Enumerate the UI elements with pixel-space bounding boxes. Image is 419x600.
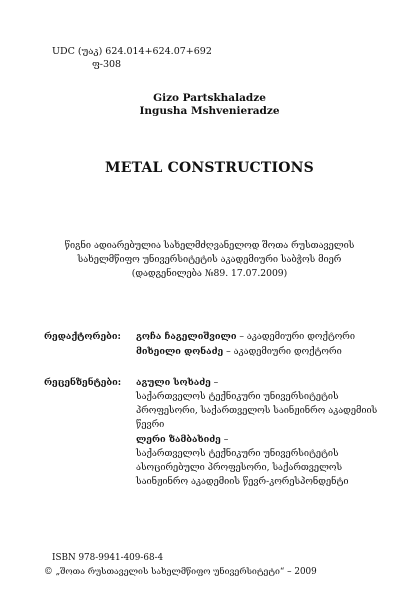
reviewer-name: ლერი ზამბახიძე	[136, 434, 221, 445]
approval-line: წიგნი ადიარებულია სახელმძღვანელოდ შოთა რუსთაველის	[64, 240, 355, 251]
reviewer-entry	[136, 434, 228, 445]
udc-classification: UDC (უაკ) 624.014+624.07+692	[52, 46, 212, 57]
reviewer-dash: –	[220, 434, 229, 445]
reviewer-name: აგული სოხაძე	[136, 377, 211, 388]
reviewer-dash: –	[210, 377, 219, 388]
editor-name: გოჩა ჩაგელიშვილი	[136, 331, 237, 342]
udc-author-mark: ფ-308	[92, 59, 122, 70]
editors-label: რედაქტორები:	[44, 331, 121, 342]
reviewer-affiliation: წევრი	[136, 419, 165, 430]
isbn: ISBN 978-9941-409-68-4	[52, 553, 164, 563]
reviewers-label: რეცენზენტები:	[44, 377, 122, 388]
approval-line: (დადგენილება №89. 17.07.2009)	[131, 268, 288, 279]
copyright-notice: © „შოთა რუსთაველის სახელმწიფო უნივერსიტეტი“ – 2009	[44, 567, 317, 577]
reviewer-affiliation: ასოცირებული პროფესორი, საქართველოს	[136, 462, 343, 473]
reviewer-affiliation: საინჟინრო აკადემიის წევრ-კორესპონდენტი	[136, 476, 349, 487]
editor-name: მიხეილი დონაძე	[136, 346, 224, 357]
reviewer-affiliation: საქართველოს ტექნიკური უნივერსიტეტის	[136, 391, 339, 402]
author-name: Ingusha Mshvenieradze	[139, 105, 280, 117]
reviewer-affiliation: საქართველოს ტექნიკური უნივერსიტეტის	[136, 448, 339, 459]
editor-entry	[136, 346, 342, 357]
author-name: Gizo Partskhaladze	[153, 92, 266, 104]
reviewer-affiliation: პროფესორი, საქართველოს საინჟინრო აკადემიის	[136, 405, 378, 416]
editor-entry	[136, 331, 355, 342]
editor-role: – აკადემიური დოქტორი	[236, 331, 356, 342]
reviewer-entry	[136, 377, 218, 388]
book-title: METAL CONSTRUCTIONS	[105, 160, 314, 176]
editor-role: – აკადემიური დოქტორი	[223, 346, 342, 357]
approval-line: სახელმწიფო უნივერსიტეტის აკადემიური საბჭოს მიერ	[77, 254, 342, 265]
